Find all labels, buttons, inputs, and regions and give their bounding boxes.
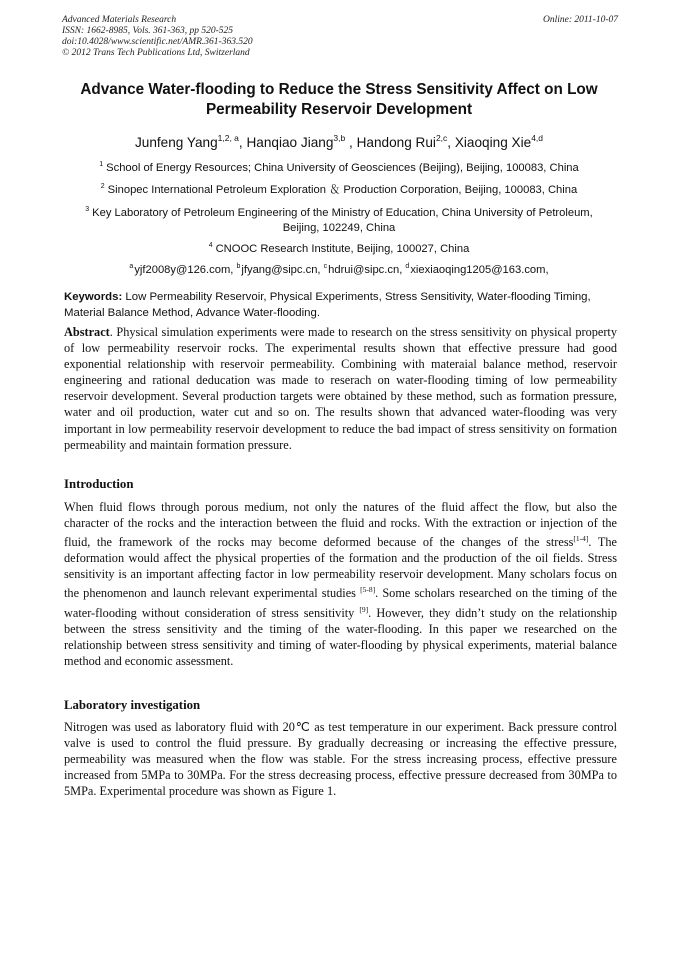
keywords-label: Keywords: <box>64 291 123 303</box>
citation: [5-8] <box>360 585 376 595</box>
affiliation-text: CNOOC Research Institute, Beijing, 100027, China <box>215 243 470 255</box>
abstract-text: . Physical simulation experiments were made to research on the stress sensitivity on physical property of low permeability reservoir rocks. The experimental results shown that effective pressure had good exponential relationship with reservoir permeability. Combining with materaial balance method, reservoir engineering and rational deducation was made to reserach on water-flooding timing of low permeability reservoir development. Several production targets were obtained by these method, such as formation pressure, water and oil production, water cut and so on. The results shown that advanced water-flooding was very important in low permeability reservoir development to reduce the bad impact of stress sensitivity on formation permeability and maintain formation pressure. <box>64 325 617 452</box>
author-affiliation-mark: 2,c <box>435 133 448 143</box>
introduction-heading: Introduction <box>64 477 134 491</box>
author-affiliation-mark: 4,d <box>531 133 544 143</box>
affiliation-text: Sinopec International Petroleum Exploration ＆ Production Corporation, Beijing, 100083, China <box>107 184 578 196</box>
author-emails <box>40 259 638 278</box>
email-mark: b <box>236 263 241 270</box>
author-name: Hanqiao Jiang <box>246 135 334 150</box>
email-mark: c <box>323 263 328 270</box>
email-mark: d <box>405 263 410 270</box>
author-list <box>30 129 648 152</box>
citation: [1-4] <box>573 534 589 544</box>
introduction-paragraph <box>64 499 617 669</box>
affiliation-1 <box>40 157 638 176</box>
paper-title: Advance Water-flooding to Reduce the Stress Sensitivity Affect on Low Permeability Reservoir Development <box>80 81 598 118</box>
affiliation-number: 3 <box>85 206 90 213</box>
journal-name: Advanced Materials Research <box>62 15 177 25</box>
affiliation-number: 1 <box>99 161 104 168</box>
doi-line: doi:10.4028/www.scientific.net/AMR.361-363.520 <box>62 37 253 47</box>
email-address: yjf2008y@126.com, <box>134 264 237 276</box>
affiliation-number: 2 <box>100 183 105 190</box>
author-name: Xiaoqing Xie <box>454 135 532 150</box>
lab-heading: Laboratory investigation <box>64 698 201 712</box>
online-date: Online: 2011-10-07 <box>542 15 618 25</box>
email-address: xiexiaoqing1205@163.com, <box>410 264 549 276</box>
intro-text: When fluid flows through porous medium, not only the natures of the fluid affect the flow, but also the character of the rocks and the interaction between the fluid and rocks. With the extraction or injection of the fluid, the framework of the rocks may become deformed because of the changes of the stress <box>64 500 617 550</box>
email-address: jfyang@sipc.cn, <box>241 264 324 276</box>
email-address: hdrui@sipc.cn, <box>328 264 406 276</box>
affiliation-text: School of Energy Resources; China University of Geosciences (Beijing), Beijing, 100083, China <box>106 162 579 174</box>
affiliation-2 <box>40 179 638 198</box>
abstract-label: Abstract <box>64 325 110 339</box>
issn-line: ISSN: 1662-8985, Vols. 361-363, pp 520-525 <box>62 26 233 36</box>
author-affiliation-mark: 1,2, a <box>217 133 239 143</box>
author-name: Junfeng Yang <box>134 135 218 150</box>
affiliation-3 <box>80 202 598 236</box>
author-separator: , <box>345 135 357 150</box>
author-separator: , <box>238 135 247 150</box>
email-mark: a <box>129 263 134 270</box>
journal-header <box>62 15 618 59</box>
affiliation-text: Key Laboratory of Petroleum Engineering of the Ministry of Education, China University of Petroleum, Beijing, 102249, China <box>92 207 593 234</box>
affiliation-number: 4 <box>208 242 213 249</box>
author-name: Handong Rui <box>356 135 436 150</box>
abstract <box>64 324 617 453</box>
affiliation-4 <box>40 238 638 257</box>
copyright-line: © 2012 Trans Tech Publications Ltd, Switzerland <box>62 48 250 58</box>
intro-text: . The deformation would affect the physical properties of the formation and the production of the oil fields. Stress sensitivity is an important affecting factor in low permeability reservoir development. Many scholars focus on the phenomenon and launch relevant experimental studies <box>64 535 617 601</box>
author-affiliation-mark: 3,b <box>333 133 346 143</box>
keywords <box>64 290 620 321</box>
author-separator: , <box>447 135 455 150</box>
lab-paragraph: Nitrogen was used as laboratory fluid with 20℃ as test temperature in our experiment. Back pressure control valve is used to control the fluid pressure. By gradually decreasing or increasing the effective pressure, permeability was measured when the flow was stable. For the stress increasing process, effective pressure increased from 5MPa to 30MPa. For the stress decreasing process, effective pressure decreased from 30MPa to 5MPa. Experimental procedure was shown as Figure 1. <box>64 720 617 799</box>
keywords-text: Low Permeability Reservoir, Physical Experiments, Stress Sensitivity, Water-flooding Timing, Material Balance Method, Advance Water-flooding. <box>64 291 591 319</box>
citation: [9] <box>359 604 369 614</box>
intro-text: . However, they didn’t study on the relationship between the stress sensitivity and the timing of the water-flooding. In this paper we researched on the relationship between stress sensitivity and timing of water-flooding by physical experiments, material balance method and economic assessment. <box>64 605 617 668</box>
intro-text: . Some scholars researched on the timing of the water-flooding without consideration of stress sensitivity <box>64 586 617 620</box>
